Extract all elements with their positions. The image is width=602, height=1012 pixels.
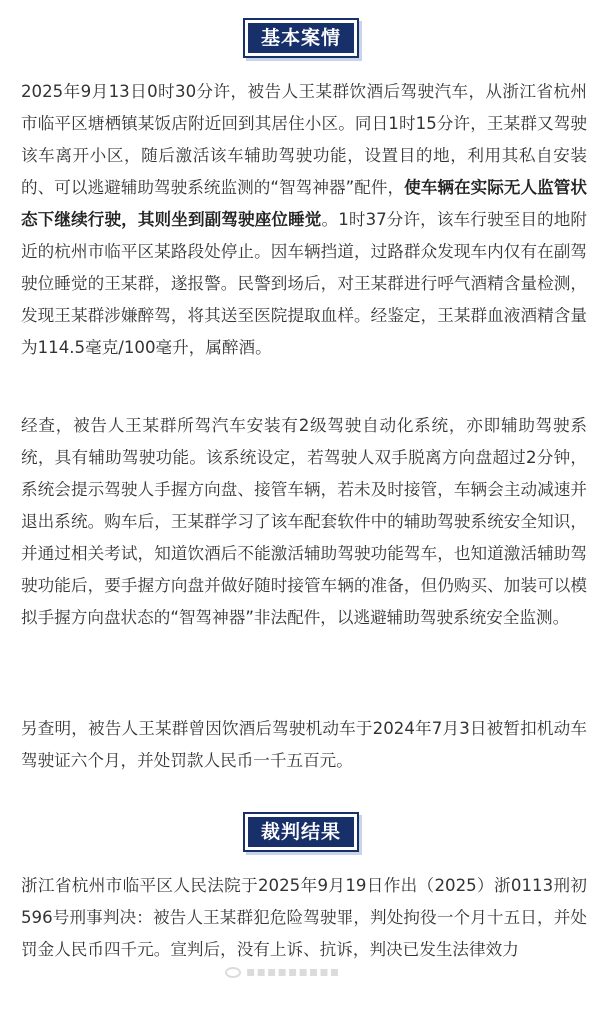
weibo-eye-icon [225,967,241,978]
section-heading-basic-case: 基本案情 [245,20,357,56]
case-paragraph-3: 另查明，被告人王某群曾因饮酒后驾驶机动车于2024年7月3日被暂扣机动车驾驶证六个月，并处罚款人民币一千五百元。 [21,719,587,770]
section-heading-judgment-result: 裁判结果 [245,814,357,850]
case-paragraph-1-text-b: 。1时37分许，该车行驶至目的地附近的杭州市临平区某路段处停止。因车辆挡道，过路群众发现车内仅有在副驾驶位睡觉的王某群，遂报警。民警到场后，对王某群进行呼气酒精含量检测，发现王某群涉嫌醉驾，将其送至医院提取血样。经鉴定，王某群血液酒精含量为114.5毫克/100毫升，属醉酒。 [21,210,588,357]
judgment-paragraph: 浙江省杭州市临平区人民法院于2025年9月19日作出（2025）浙0113刑初596号刑事判决：被告人王某群犯危险驾驶罪，判处拘役一个月十五日，并处罚金人民币四千元。宣判后，没有上诉、抗诉，判决已发生法律效力 [21,876,587,959]
watermark [225,957,340,987]
case-paragraph-1-text-a: 2025年9月13日0时30分许，被告人王某群饮酒后驾驶汽车，从浙江省杭州市临平区塘栖镇某饭店附近回到其居住小区。同日1时15分许，王某群又驾驶该车离开小区，随后激活该车辅助驾驶功能，设置目的地，利用其私自安装的、可以逃避辅助驾驶系统监测的“智驾神器”配件， [21,82,587,197]
case-paragraph-1-highlight: 使车辆在实际无人监管状态下继续行驶，其则坐到副驾驶座位睡觉 [21,178,587,229]
case-paragraph-1 [21,76,587,364]
case-paragraph-2: 经查，被告人王某群所驾汽车安装有2级驾驶自动化系统，亦即辅助驾驶系统，具有辅助驾驶功能。该系统设定，若驾驶人双手脱离方向盘超过2分钟，系统会提示驾驶人手握方向盘、接管车辆，若未及时接管，车辆会主动减速并退出系统。购车后，王某群学习了该车配套软件中的辅助驾驶系统安全知识，并通过相关考试，知道饮酒后不能激活辅助驾驶功能驾车，也知道激活辅助驾驶功能后，要手握方向盘并做好随时接管车辆的准备，但仍购买、加装可以模拟手握方向盘状态的“智驾神器”非法配件，以逃避辅助驾驶系统安全监测。 [21,416,587,627]
watermark-blur: ▪▪▪▪▪▪▪▪▪ [246,964,341,980]
